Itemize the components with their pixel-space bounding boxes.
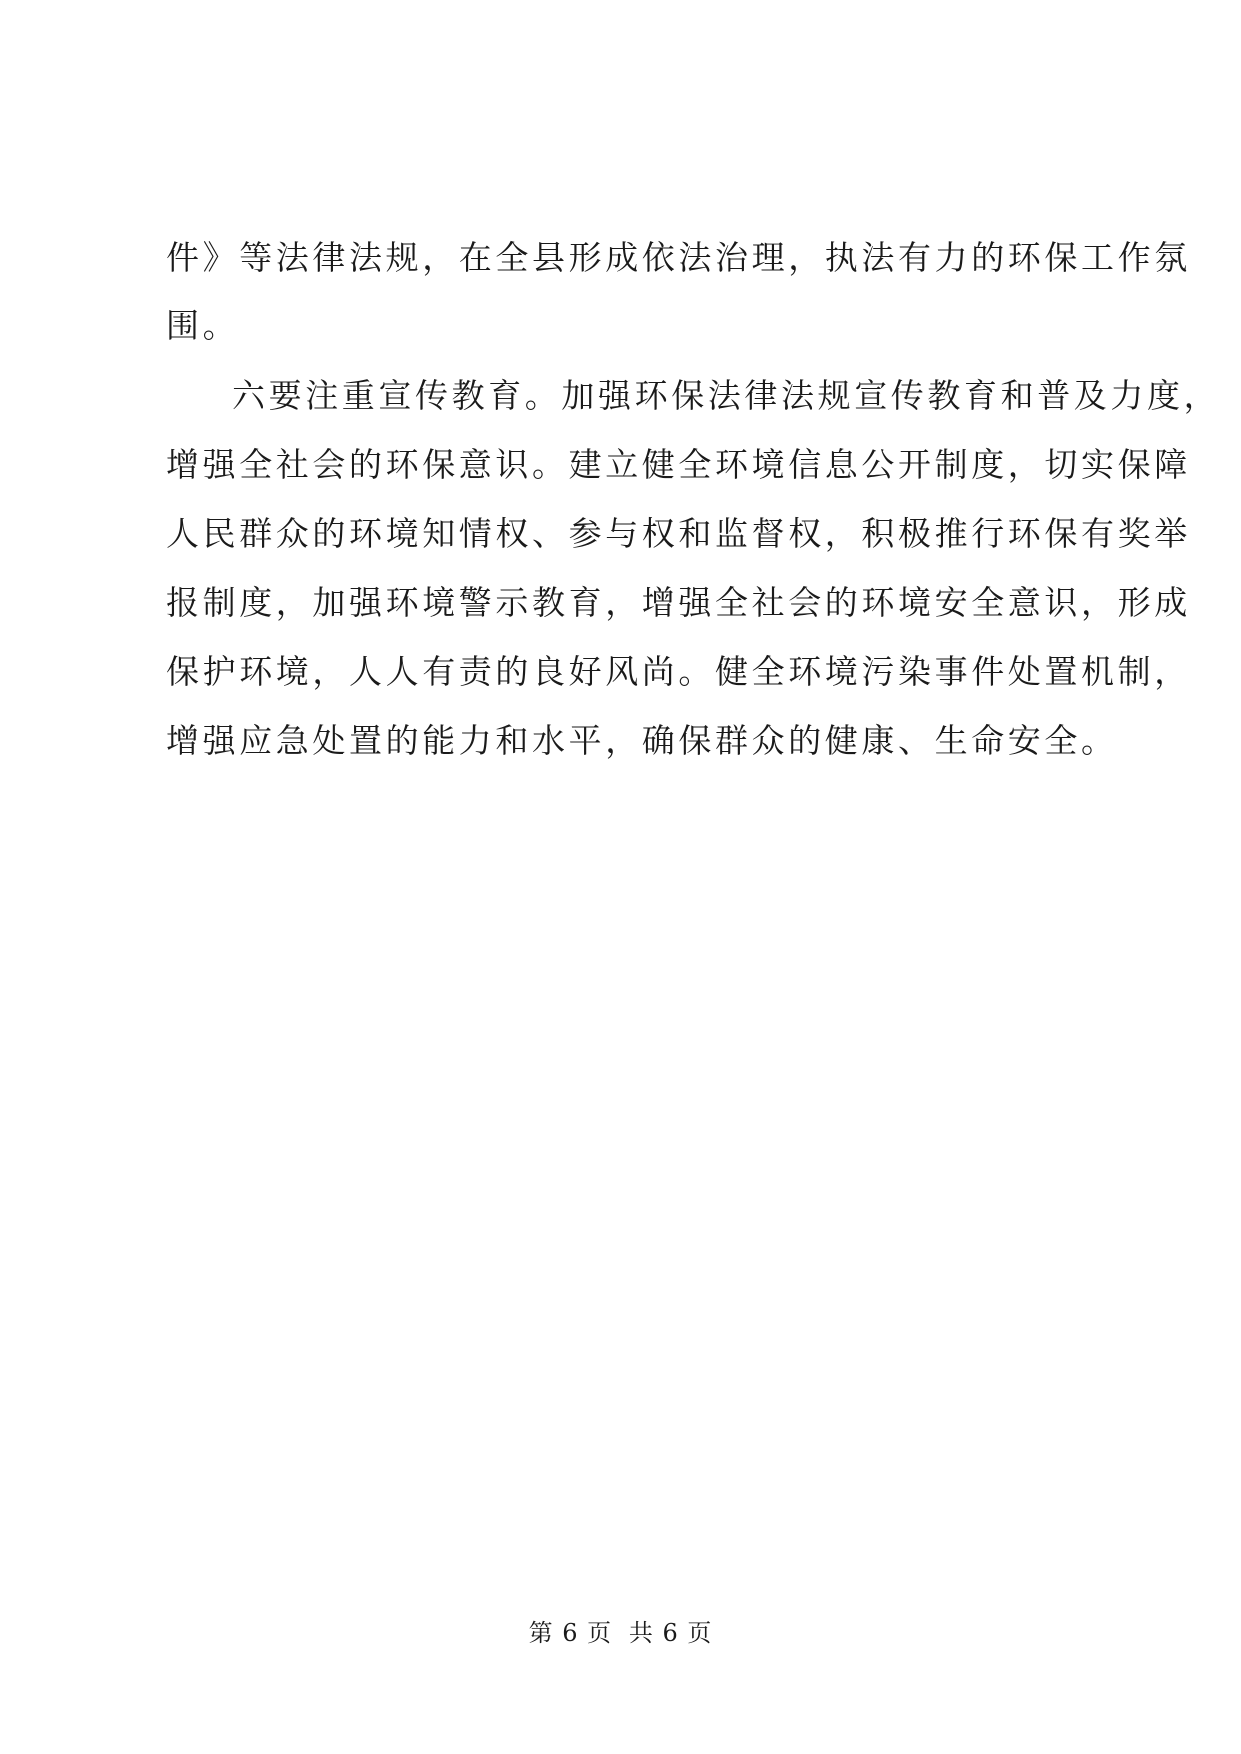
body-text-line: 增强全社会的环保意识。建立健全环境信息公开制度，切实保障 [166, 445, 1191, 484]
body-text-line: 件》等法律法规，在全县形成依法治理，执法有力的环保工作氛 [166, 238, 1191, 277]
paragraph-first-line: 六要注重宣传教育。加强环保法律法规宣传教育和普及力度， [232, 376, 1221, 415]
page-total: 共 6 页 [628, 1619, 713, 1647]
page-number: 第 6 页 [528, 1619, 613, 1647]
body-text-line: 保护环境，人人有责的良好风尚。健全环境污染事件处置机制， [166, 652, 1191, 691]
body-text-line: 人民群众的环境知情权、参与权和监督权，积极推行环保有奖举 [166, 514, 1191, 553]
page-footer [0, 1618, 1241, 1648]
body-text-line: 报制度，加强环境警示教育，增强全社会的环境安全意识，形成 [166, 583, 1191, 622]
body-text-line: 围。 [166, 306, 240, 345]
body-text-line: 增强应急处置的能力和水平，确保群众的健康、生命安全。 [166, 721, 1118, 760]
